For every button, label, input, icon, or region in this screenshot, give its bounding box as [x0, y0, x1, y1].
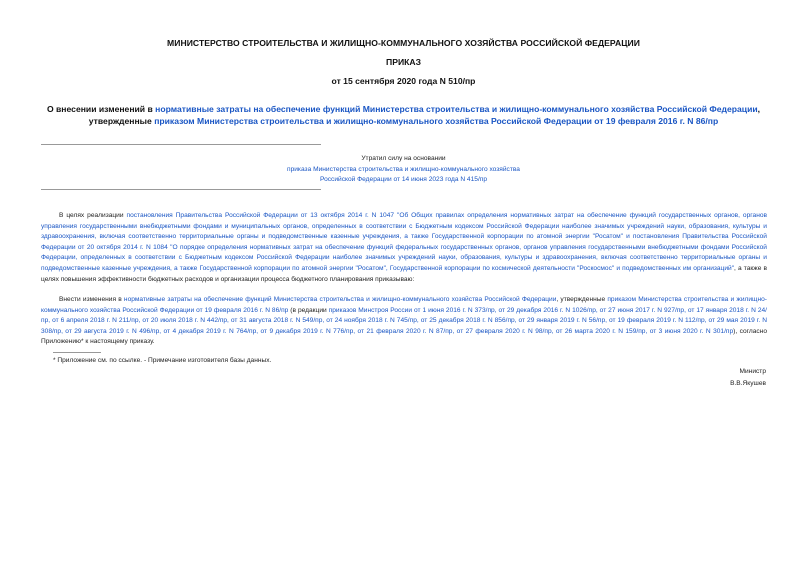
document-type-heading: ПРИКАЗ [386, 57, 421, 67]
para2-text-1: Внести изменения в [59, 296, 124, 303]
divider-top [41, 144, 321, 145]
void-note-link-order-415[interactable] [0, 165, 807, 186]
para2-link-order-86[interactable]: приказом Министерства строительства и жилищно-коммунального хозяйства Российской Федерации от 19 февраля 2016 г. N 86/пр [41, 296, 767, 314]
paragraph-2 [41, 295, 767, 348]
title-text-1: О внесении изменений в [46, 104, 156, 114]
footnote-separator [53, 352, 101, 353]
title-link-normative-costs[interactable]: нормативные затраты на обеспечение функций Министерства строительства и жилищно-коммунального хозяйства Российской Федерации [155, 104, 758, 114]
title-link-order-86[interactable]: приказом Министерства строительства и жилищно-коммунального хозяйства Российской Федерации от 19 февраля 2016 г. N 86/пр [154, 115, 719, 126]
para2-text-3: (в редакции [288, 306, 329, 314]
void-note-line-3: Российской Федерации от 14 июня 2023 года N 415/пр [319, 176, 488, 183]
void-note-line-2: приказа Министерства строительства и жилищно-коммунального хозяйства [287, 165, 520, 173]
paragraph-1 [41, 211, 767, 285]
para1-link-resolution-1047[interactable]: постановления Правительства Российской Федерации от 13 октября 2014 г. N 1047 "Об Общих правилах определения нормативных затрат на обеспечение функций государственных органов, органов управления государственными внебюджетными фондами и муниципальных органов, определенных в соответствии с Бюджетным кодексом Российской Федерации наиболее значимых учреждений науки, образования, культуры и здравоохранения, включая соответственно территориальные органы и подведомственные казенные учреждения, а также Государственной корпорации по атомной энергии "Росатом" и [41, 212, 767, 241]
para1-text-3: , а также в целях повышения эффективности бюджетных расходов и организации процесса бюджетного планирования приказываю: [41, 264, 767, 283]
void-status-note [0, 154, 807, 186]
para2-text-2: , утвержденные [556, 296, 608, 303]
void-note-line-1: Утратил силу на основании [361, 155, 446, 162]
signature-position: Министр [739, 368, 766, 375]
title-text-2: , утвержденные [88, 104, 761, 126]
divider-bottom [41, 189, 321, 190]
para1-text-1: В целях реализации [59, 212, 127, 219]
para2-link-normative-costs[interactable]: нормативные затраты на обеспечение функций Министерства строительства и жилищно-коммунального хозяйства Российской Федерации [123, 296, 557, 303]
para2-text-4: ), согласно Приложению* к настоящему приказу. [41, 327, 767, 346]
para2-link-amending-orders[interactable]: приказов Минстроя России от 1 июня 2016 г. N 373/пр, от 29 декабря 2016 г. N 1026/пр, от 27 июня 2017 г. N 927/пр, от 17 января 2018 г. N 24/пр, от 6 апреля 2018 г. N 211/пр, от 20 июля 2018 г. N 442/пр, от 31 августа 2018 г. N 549/пр, от 24 ноября 2018 г. N 745/пр, от 25 декабря 2018 г. N 856/пр, от 29 января 2019 г. N 56/пр, от 19 февраля 2019 г. N 112/пр, от 29 мая 2019 г. N 308/пр, от 29 августа 2019 г. N 496/пр, от 4 декабря 2019 г. N 764/пр, от 9 декабря 2019 г. N 776/пр, от 21 февраля 2020 г. N 87/пр, от 27 февраля 2020 г. N 98/пр, от 26 марта 2020 г. N 159/пр, от 3 июня 2020 г. N 301/пр [41, 306, 767, 335]
signature-name: В.В.Якушев [730, 380, 766, 387]
footnote: * Приложение см. по ссылке. - Примечание изготовителя базы данных. [53, 357, 272, 364]
para1-link-resolution-1084[interactable]: постановления Правительства Российской Федерации от 20 октября 2014 г. N 1084 "О порядке определения нормативных затрат на обеспечение функций федеральных государственных органов, органов управления государственными внебюджетными фондами Российской Федерации, определенных в соответствии с Бюджетным кодексом Российской Федерации наиболее значимых учреждений науки, образования, культуры и здравоохранения, включая соответственно территориальные органы и подведомственные казенные учреждения, а также Государственной корпорации по атомной энергии "Росатом", Государственной корпорации по космической деятельности "Роскосмос" и подведомственных им организаций" [41, 233, 767, 272]
document-title [40, 104, 767, 127]
document-date: от 15 сентября 2020 года N 510/пр [331, 76, 476, 86]
ministry-heading: МИНИСТЕРСТВО СТРОИТЕЛЬСТВА И ЖИЛИЩНО-КОММУНАЛЬНОГО ХОЗЯЙСТВА РОССИЙСКОЙ ФЕДЕРАЦИИ [167, 38, 640, 48]
